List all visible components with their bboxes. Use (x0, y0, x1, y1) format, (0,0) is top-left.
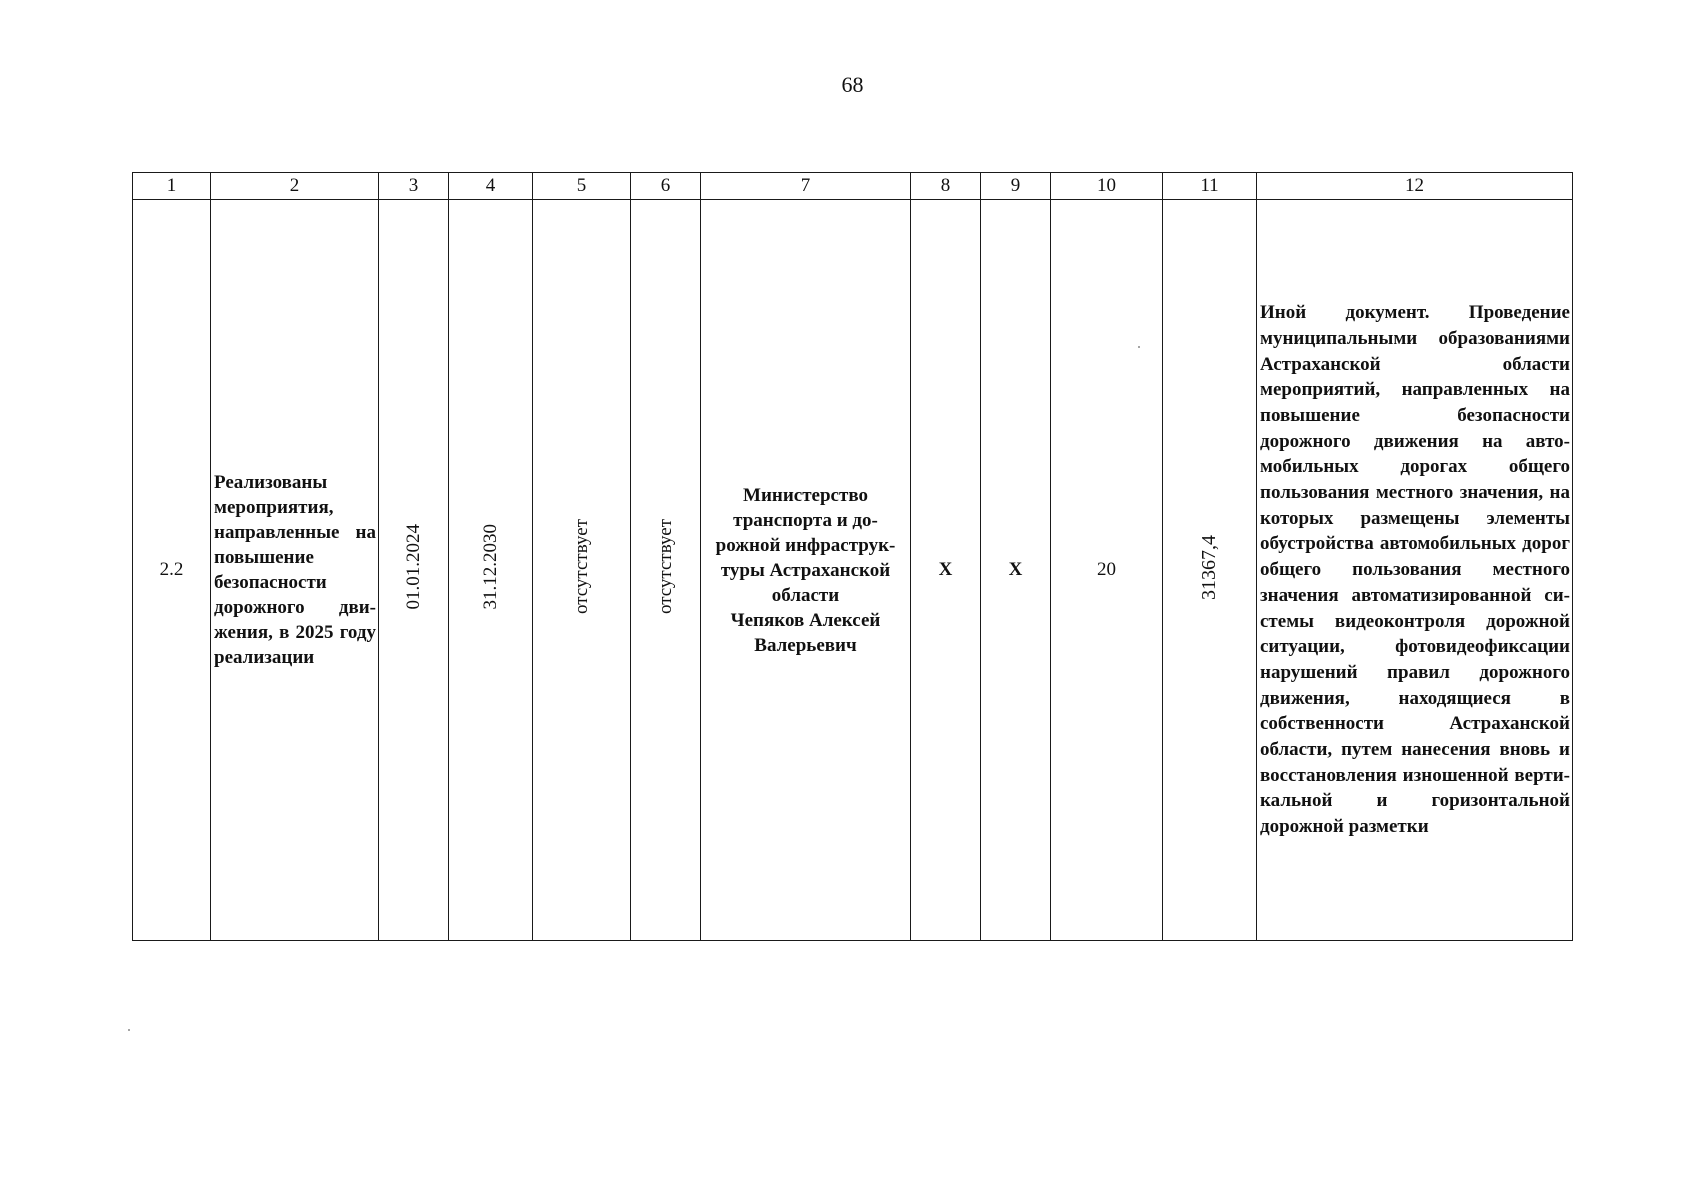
header-col-9: 9 (981, 173, 1051, 200)
description-cell (1257, 200, 1573, 941)
table-row (133, 200, 1573, 941)
col8-value: X (911, 200, 981, 941)
scan-speck (1138, 346, 1140, 348)
scan-speck (128, 1029, 130, 1031)
start-date: 01.01.2024 (402, 524, 424, 610)
header-col-12: 12 (1257, 173, 1573, 200)
row-number: 2.2 (133, 200, 211, 941)
document-table (132, 172, 1573, 941)
measure-name: Реализованы мероприятия, направленные на повышение безопасности дорожного движения, в 2025 году реализации (214, 472, 376, 668)
header-col-5: 5 (533, 173, 631, 200)
start-date-cell (379, 200, 449, 941)
measure-name-cell (211, 200, 379, 941)
header-col-6: 6 (631, 173, 701, 200)
header-col-4: 4 (449, 173, 533, 200)
col11-cell (1163, 200, 1257, 941)
col6-value: отсутствует (654, 519, 676, 615)
col6-cell (631, 200, 701, 941)
header-col-2: 2 (211, 173, 379, 200)
end-date-cell (449, 200, 533, 941)
header-row (133, 173, 1573, 200)
col5-value: отсутствует (570, 519, 592, 615)
end-date: 31.12.2030 (479, 524, 501, 610)
col5-cell (533, 200, 631, 941)
page-number: 68 (841, 72, 864, 97)
header-col-10: 10 (1051, 173, 1163, 200)
header-col-1: 1 (133, 173, 211, 200)
col9-value: X (981, 200, 1051, 941)
description-text: Иной документ. Проведение муниципальными образованиями Астраханской области мероприятий, направленных на повышение безопасности дорожного движения на автомобильных дорогах общего пользования местного значения, на которых размещены элементы обустройства автомобильных дорог общего пользования местного значения автоматизированной системы видеоконтроля дорожной ситуации, фотовидеофиксации нарушений правил дорожного движения, находящиеся в собственности Астраханской области, путем нанесения вновь и восстановления изношенной вертикальной и горизонтальной дорожной разметки (1260, 302, 1570, 838)
header-col-11: 11 (1163, 173, 1257, 200)
header-col-8: 8 (911, 173, 981, 200)
header-col-7: 7 (701, 173, 911, 200)
responsible-cell (701, 200, 911, 941)
header-col-3: 3 (379, 173, 449, 200)
responsible-text: Министерство транспорта и дорожной инфраструктуры Астраханской области Чепяков Алексей Валерьевич (715, 484, 896, 656)
col11-value: 31367,4 (1198, 534, 1220, 600)
col10-value: 20 (1051, 200, 1163, 941)
